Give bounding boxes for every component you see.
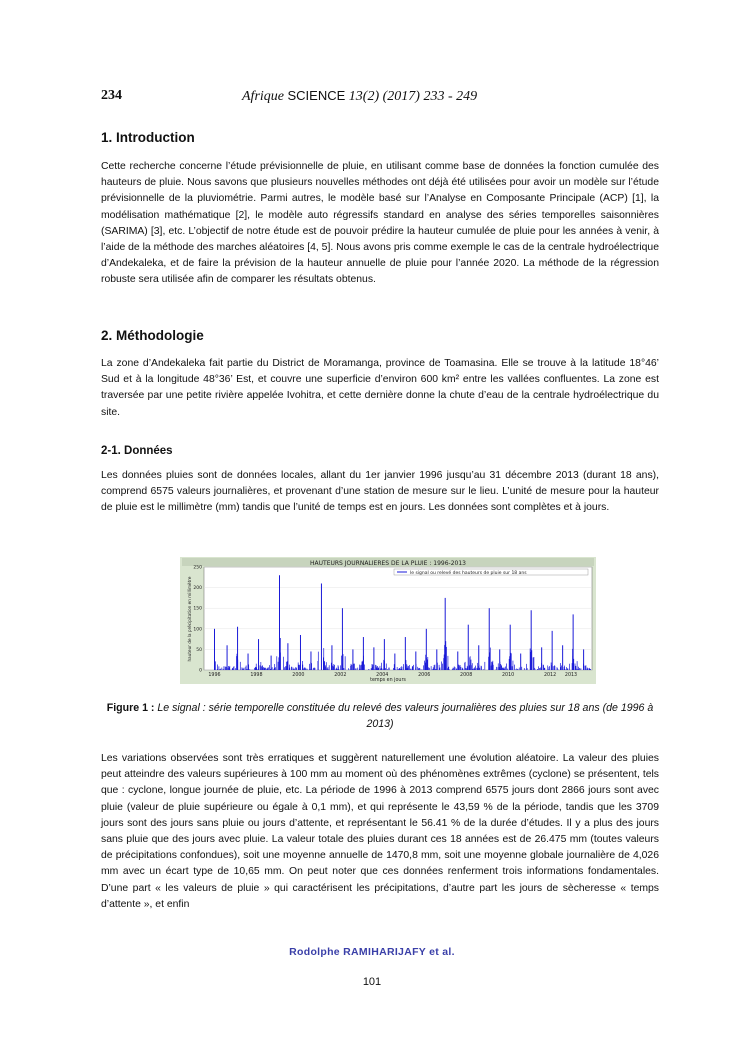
section-analysis bbox=[101, 751, 659, 913]
chart-title: HAUTEURS JOURNALIERES DE LA PLUIE : 1996-2013 bbox=[310, 560, 466, 567]
introduction-text: Cette recherche concerne l’étude prévisionnelle de pluie, en utilisant comme base de données la fonction cumulée des hauteurs de pluie. Nous savons que plusieurs nouvelles méthodes ont déjà été utilisées pour avoir un modèle sur l’étude prévisionnelle de la pluviométrie. Parmi autres, le modèle basé sur l’Analyse en Composante Principale (ACP) [1], la modélisation mathématique [2], le modèle auto régressifs standard en analyse des séries temporelles saisonnières (SARIMA) [3], etc. L’objectif de notre étude est de pouvoir prédire la hauteur cumulée de pluie pour les années à venir, à l’aide de la méthode des marches aléatoires [4, 5]. Nous avons pris comme exemple le cas de la centrale hydroélectrique d’Andekaleka, et de faire la prévision de la hauteur annuelle de pluie pour l’année 2020. La méthode de la régression robuste sera utilisée afin de comparer les résultats obtenus. bbox=[101, 161, 659, 286]
journal-name: Afrique bbox=[242, 89, 284, 104]
x-axis-label: temps en jours bbox=[370, 678, 406, 683]
x-tick-label: 2004 bbox=[376, 673, 389, 678]
journal-volume: 13(2) (2017) 233 - 249 bbox=[348, 89, 478, 104]
y-tick-label: 100 bbox=[193, 627, 202, 633]
analysis-text: Les variations observées sont très erratiques et suggèrent naturellement une évolution aléatoire. La valeur des pluies peut atteindre des valeurs supérieures à 100 mm au moment où des phénomènes extrêmes (cyclone) se présentent, tels que : cyclone, longue journée de pluie, etc. La période de 1996 à 2013 comprend 6575 jours dont 2866 jours sont avec pluie (valeur de pluie supérieure ou égale à 0,1 mm), et qui représente le 43,59 % de la période, tandis que les 3709 jours sont des jours sans pluie ou jours d’attente, et représentant le 56.41 % de la durée d’études. Il y a plus des jours sans pluie que des jours avec pluie. La valeur totale des pluies durant ces 18 années est de 26.475 mm (toutes valeurs de précipitations confondues), soit une moyenne annuelle de 1470,8 mm, soit une moyenne globale journalière de 4,026 mm avec un écart type de 10,65 mm. On peut noter que ces données renferment trois informations fondamentales. D’une part « les valeurs de pluie » qui caractérisent les précipitations, d’autre part les jours de sècheresse « temps d’attente », et enfin bbox=[101, 753, 659, 910]
journal-science: SCIENCE bbox=[287, 88, 346, 103]
section-title-methodologie: 2. Méthodologie bbox=[101, 328, 204, 343]
x-tick-label: 2010 bbox=[501, 673, 515, 678]
rainfall-chart-svg bbox=[180, 557, 596, 684]
section-methodologie bbox=[101, 328, 659, 421]
x-tick-label: 1996 bbox=[208, 673, 221, 678]
figure-label: Figure 1 : bbox=[106, 702, 155, 714]
y-axis-label: hauteur de la précipitation en millimètre bbox=[187, 576, 192, 662]
x-tick-label: 2006 bbox=[418, 673, 431, 678]
section-title-donnees: 2-1. Données bbox=[101, 445, 173, 457]
journal-header bbox=[242, 88, 477, 105]
rainfall-chart bbox=[180, 557, 596, 684]
legend-label: le signal ou relevé des hauteurs de pluie sur 18 ans bbox=[410, 571, 527, 576]
section-introduction bbox=[101, 130, 659, 289]
y-tick-label: 50 bbox=[196, 647, 202, 653]
x-tick-label: 2012 bbox=[543, 673, 557, 678]
x-tick-label: 2013 bbox=[564, 673, 578, 678]
figure-caption bbox=[101, 700, 659, 732]
x-tick-label: 2002 bbox=[334, 673, 347, 678]
x-tick-label: 2008 bbox=[460, 673, 473, 678]
footer-folio: 101 bbox=[362, 976, 382, 988]
y-tick-label: 150 bbox=[193, 606, 202, 612]
page-number: 234 bbox=[101, 88, 122, 103]
x-tick-label: 2000 bbox=[292, 673, 305, 678]
plot-area bbox=[204, 567, 592, 670]
footer-authors: Rodolphe RAMIHARIJAFY et al. bbox=[289, 946, 455, 958]
y-tick-label: 250 bbox=[193, 565, 202, 571]
y-tick-label: 200 bbox=[193, 586, 202, 592]
section-donnees bbox=[101, 445, 659, 517]
methodologie-text: La zone d’Andekaleka fait partie du District de Moramanga, province de Toamasina. Elle se trouve à la latitude 18°46’ Sud et à la longitude 48°36’ Est, et couvre une superficie d’environ 600 km² entre les vallées confluentes. La zone est traversée par une petite rivière appelée Ivohitra, et cette dernière donne la chute d’eau de la centrale hydroélectrique du site. bbox=[101, 358, 659, 418]
section-title-introduction: 1. Introduction bbox=[101, 130, 195, 145]
donnees-text: Les données pluies sont de données locales, allant du 1er janvier 1996 jusqu’au 31 décembre 2013 (durant 18 ans), comprend 6575 valeurs journalières, et provenant d’une station de mesure sur le lieu. L’unité de mesure pour la hauteur de pluie est le millimètre (mm) tandis que l’unité de temps est en jours. Les données sont complètes et à jours. bbox=[101, 470, 659, 514]
y-tick-label: 0 bbox=[199, 668, 202, 674]
figure-caption-text: Le signal : série temporelle constituée du relevé des valeurs journalières des pluies sur 18 ans (de 1996 à 2013) bbox=[157, 702, 654, 730]
x-tick-label: 1998 bbox=[250, 673, 263, 678]
